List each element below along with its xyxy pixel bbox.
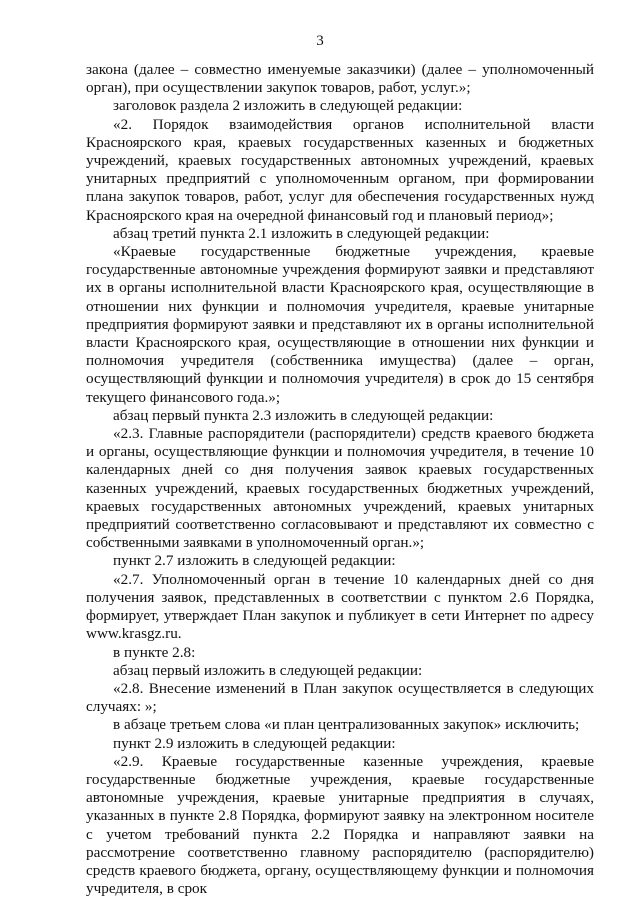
paragraph-2-8-instruction: абзац первый изложить в следующей редакции: bbox=[113, 661, 423, 679]
paragraph-2-7-instruction: пункт 2.7 изложить в следующей редакции: bbox=[113, 552, 396, 570]
paragraph-2-8-intro: в пункте 2.8: bbox=[113, 643, 196, 661]
paragraph-2-8-text: «2.8. Внесение изменений в План закупок осуществляется в следующих случаях: »; bbox=[86, 679, 594, 716]
paragraph-2-3-instruction: абзац первый пункта 2.3 изложить в следующей редакции: bbox=[113, 406, 494, 424]
paragraph-2-3-text: «2.3. Главные распорядители (распорядители) средств краевого бюджета и органы, осуществляющие функции и полномочия учредителя, в течение 10 календарных дней со дня получения заявок краевых государственных казенных учреждений, краевых государственных бюджетных учреждений, краевых государственных автономных учреждений, краевых унитарных предприятий соответственно согласовывают и представляют их совместно с собственными заявками в уполномоченный орган.»; bbox=[86, 425, 594, 552]
paragraph-2-7-text: «2.7. Уполномоченный орган в течение 10 календарных дней со дня получения заявок, представленных в соответствии с пунктом 2.6 Порядка, формирует, утверждает План закупок и публикует в сети Интернет по адресу www.krasgz.ru. bbox=[86, 570, 594, 643]
paragraph-2-1-text: «Краевые государственные бюджетные учреждения, краевые государственные автономные учреждения формируют заявки и представляют их в органы исполнительной власти Красноярского края, осуществляющие в отношении них функции и полномочия учредителя, краевые унитарные предприятия формируют заявки и представляют их в органы исполнительной власти Красноярского края, осуществляющие в отношении них функции и полномочия учредителя (собственника имущества) (далее – орган, осуществляющий функции и полномочия учредителя) в срок до 15 сентября текущего финансового года.»; bbox=[86, 243, 594, 406]
page-number: 3 bbox=[316, 33, 324, 49]
paragraph-2-9-instruction: пункт 2.9 изложить в следующей редакции: bbox=[113, 734, 396, 752]
paragraph-section2-heading-instruction: заголовок раздела 2 изложить в следующей редакции: bbox=[113, 97, 463, 115]
paragraph-2-9-text: «2.9. Краевые государственные казенные учреждения, краевые государственные бюджетные учреждения, краевые государственные автономные учреждения, краевые унитарные предприятия в случаях, указанных в пункте 2.8 Порядка, формируют заявку на электронном носителе с учетом требований пункта 2.2 Порядка и направляют заявки на рассмотрение соответственно главному распорядителю (распорядителю) средств краевого бюджета, органу, осуществляющему функции и полномочия учредителя, в срок bbox=[86, 752, 594, 898]
paragraph-continuation: закона (далее – совместно именуемые заказчики) (далее – уполномоченный орган), при осуществлении закупок товаров, работ, услуг.»; bbox=[86, 61, 594, 97]
paragraph-2-1-instruction: абзац третий пункта 2.1 изложить в следующей редакции: bbox=[113, 224, 490, 242]
paragraph-section2-heading: «2. Порядок взаимодействия органов исполнительной власти Красноярского края, краевых государственных казенных и бюджетных учреждений, краевых государственных автономных учреждений, краевых унитарных предприятий с уполномоченным органом, при формировании плана закупок товаров, работ, услуг для обеспечения государственных нужд Красноярского края на очередной финансовый год и плановый период»; bbox=[86, 115, 594, 224]
document-body bbox=[86, 61, 594, 898]
paragraph-2-8-exclusion: в абзаце третьем слова «и план централизованных закупок» исключить; bbox=[113, 716, 580, 734]
